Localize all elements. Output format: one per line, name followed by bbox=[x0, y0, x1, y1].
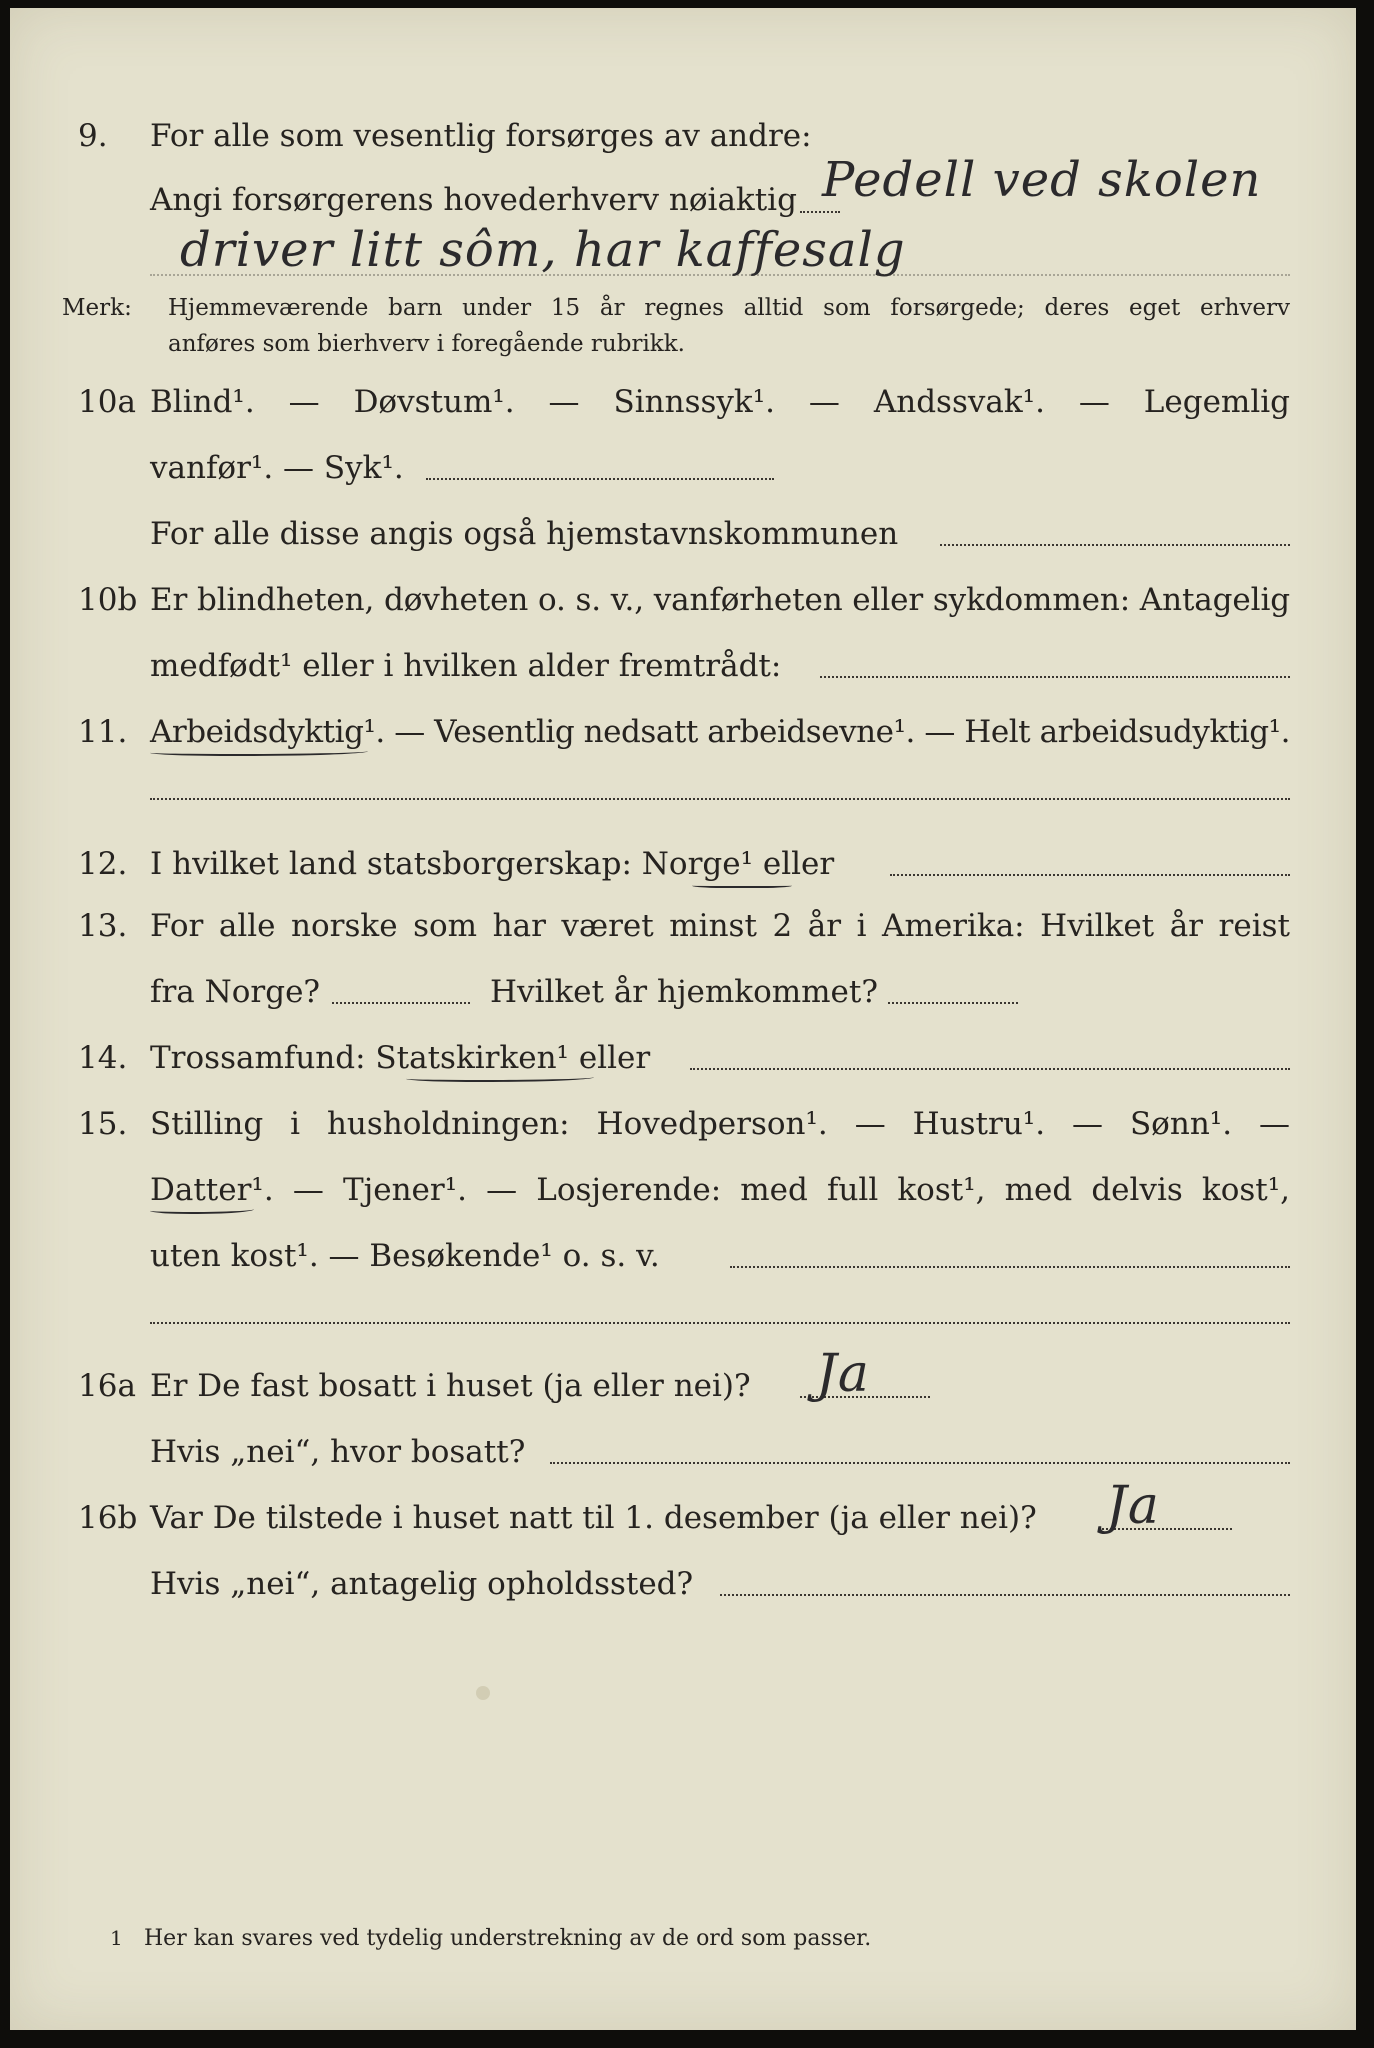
q9-number: 9. bbox=[78, 118, 108, 154]
q15-number: 15. bbox=[78, 1106, 128, 1142]
q14-number: 14. bbox=[78, 1040, 128, 1076]
footnote-mark: 1 bbox=[110, 1926, 123, 1950]
merk-text-1: Hjemmeværende barn under 15 år regnes alltid som forsørgede; deres eget erhverv bbox=[168, 295, 1290, 321]
q12-underline-mark bbox=[692, 880, 792, 888]
q15-fill bbox=[730, 1266, 1290, 1268]
q12-number: 12. bbox=[78, 846, 128, 882]
q13-departed-label: fra Norge? bbox=[150, 974, 321, 1010]
q11-underline-mark bbox=[150, 748, 368, 756]
handwritten-occupation-line2: driver litt sôm, har kaffesalg bbox=[180, 222, 906, 278]
paper-stain bbox=[476, 1686, 490, 1700]
q13-departed-fill bbox=[332, 1002, 470, 1004]
q10a-number: 10a bbox=[78, 384, 136, 420]
q11-number: 11. bbox=[78, 714, 128, 750]
q9-occupation-fill-2 bbox=[150, 274, 1290, 276]
handwritten-resident-answer: Ja bbox=[816, 1344, 870, 1404]
q10a-home-municipality-fill bbox=[940, 544, 1290, 546]
q16a-where-fill bbox=[550, 1462, 1290, 1464]
q10a-text-2: vanfør¹. — Syk¹. bbox=[150, 450, 404, 486]
q10b-text-2: medfødt¹ eller i hvilken alder fremtrådt: bbox=[150, 648, 782, 684]
q16b-text-1: Var De tilstede i huset natt til 1. desember (ja eller nei)? bbox=[150, 1500, 1037, 1536]
footnote-text: Her kan svares ved tydelig understrekning av de ord som passer. bbox=[144, 1926, 872, 1951]
q16b-where-fill bbox=[720, 1594, 1290, 1596]
q15-fill-2 bbox=[150, 1322, 1290, 1324]
q11-fill bbox=[150, 798, 1290, 800]
q13-text-1: For alle norske som har været minst 2 år i Amerika: Hvilket år reist bbox=[150, 908, 1290, 944]
q15-text-3: uten kost¹. — Besøkende¹ o. s. v. bbox=[150, 1238, 660, 1274]
q9-text: For alle som vesentlig forsørges av andre: bbox=[150, 118, 812, 154]
q9-occupation-label: Angi forsørgerens hovederhverv nøiaktig bbox=[150, 182, 797, 218]
q16a-number: 16a bbox=[78, 1368, 136, 1404]
q10b-number: 10b bbox=[78, 582, 138, 618]
q12-text: I hvilket land statsborgerskap: Norge¹ eller bbox=[150, 846, 835, 882]
handwritten-occupation-line1: Pedell ved skolen bbox=[822, 152, 1262, 208]
q15-underline-mark bbox=[150, 1206, 254, 1214]
census-form-page bbox=[10, 8, 1356, 2030]
q15-text-1: Stilling i husholdningen: Hovedperson¹. — Hustru¹. — Sønn¹. — bbox=[150, 1106, 1290, 1142]
q10b-text-1: Er blindheten, døvheten o. s. v., vanførheten eller sykdommen: Antagelig bbox=[150, 582, 1290, 618]
q13-returned-label: Hvilket år hjemkommet? bbox=[490, 974, 878, 1010]
q11-text: Arbeidsdyktig¹. — Vesentlig nedsatt arbeidsevne¹. — Helt arbeidsudyktig¹. bbox=[150, 714, 1290, 750]
q13-number: 13. bbox=[78, 908, 128, 944]
q10b-fill bbox=[820, 676, 1290, 678]
q16b-text-2: Hvis „nei“, antagelig opholdssted? bbox=[150, 1566, 694, 1602]
q13-returned-fill bbox=[888, 1002, 1018, 1004]
q14-underline-mark bbox=[406, 1074, 594, 1082]
merk-text-2: anføres som bierhverv i foregående rubrikk. bbox=[168, 331, 685, 357]
q16b-number: 16b bbox=[78, 1500, 138, 1536]
q16a-text-1: Er De fast bosatt i huset (ja eller nei)? bbox=[150, 1368, 751, 1404]
q10a-sick-fill bbox=[426, 478, 774, 480]
handwritten-present-answer: Ja bbox=[1106, 1476, 1160, 1536]
q9-occupation-fill bbox=[800, 211, 840, 213]
q16a-text-2: Hvis „nei“, hvor bosatt? bbox=[150, 1434, 526, 1470]
q10a-text-1: Blind¹. — Døvstum¹. — Sinnssyk¹. — Andssvak¹. — Legemlig bbox=[150, 384, 1290, 420]
merk-label: Merk: bbox=[62, 295, 132, 321]
q10a-text-3: For alle disse angis også hjemstavnskommunen bbox=[150, 516, 899, 552]
q12-fill bbox=[890, 874, 1290, 876]
q14-text: Trossamfund: Statskirken¹ eller bbox=[150, 1040, 651, 1076]
q14-fill bbox=[690, 1068, 1290, 1070]
q15-text-2: Datter¹. — Tjener¹. — Losjerende: med full kost¹, med delvis kost¹, bbox=[150, 1172, 1290, 1208]
